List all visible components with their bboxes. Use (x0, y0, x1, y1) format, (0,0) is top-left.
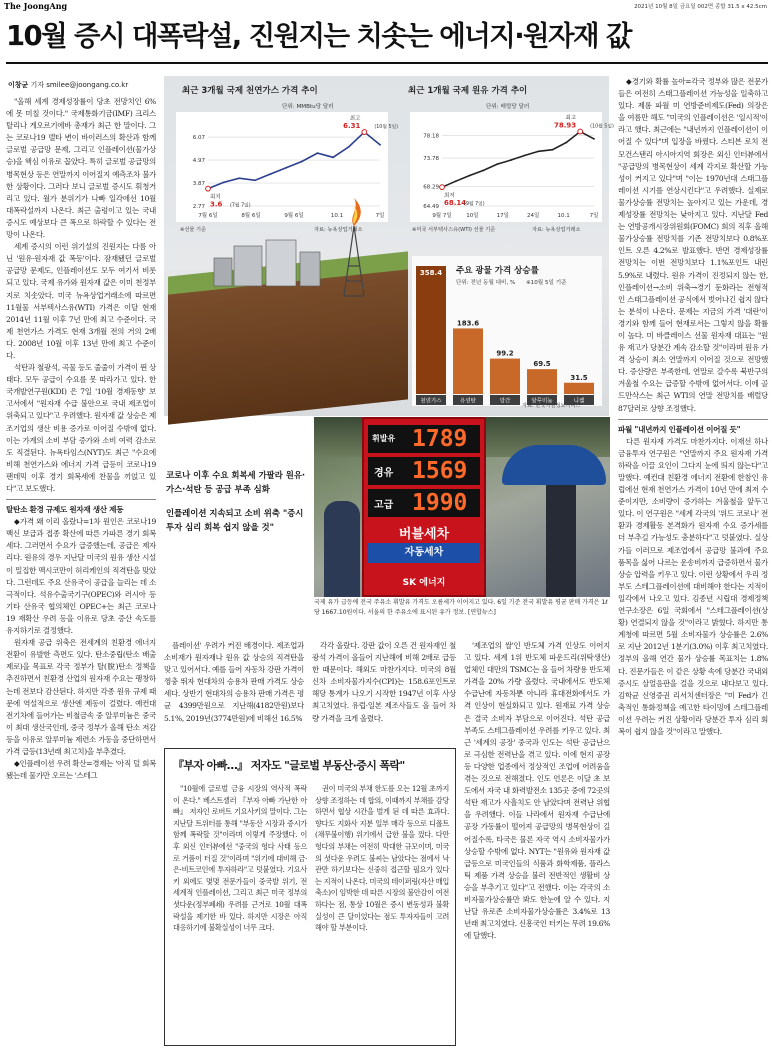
chart2-source2: 자료: 뉴욕상업거래소 (532, 227, 581, 233)
y-tick-label: 3.87 (192, 181, 205, 188)
y-tick-label: 64.49 (423, 204, 439, 210)
x-tick-label: 24일 (527, 213, 540, 219)
price-premium: 1990 (412, 490, 468, 516)
y-tick-label: 68.29 (423, 184, 439, 191)
price-diesel: 1569 (412, 458, 468, 484)
auto-wash-sign: 자동세차 (368, 543, 480, 563)
photo-credit: [연합뉴스] (468, 609, 496, 616)
x-tick-label: 10.1 (330, 213, 344, 219)
data-point (238, 177, 240, 179)
price-row-2 (368, 457, 480, 485)
x-tick-label: 9월 7일 (432, 213, 452, 219)
max-value: 78.93 (554, 121, 577, 130)
bar-value-label: 99.2 (496, 349, 514, 358)
date-line: 2021년 10월 8일 금요일 002면 종합 31.5 x 42.5cm (634, 4, 767, 10)
bar-value-label: 69.5 (533, 360, 551, 369)
paragraph: 다른 원자재 가격도 마찬가지다. 이재선 하나금융투자 연구원은 "연말까지 주요 원자재 가격 하락을 이끌 요인이 그다지 눈에 띄지 않는다"고 말했다. 예컨대 친환경 에너지 전환에 한참인 유럽에선 현재 천연가스 가격이 10년 만에 최저 수준이지만, 소비량이 증가하는 겨울철을 앞두고 있다. 이 연구원은 "세계 각국의 '위드 코로나' 전환과 경제활동 본격화가 원자재 수요 증가세를 더 부추길 가능성도 충분하다"고 덧붙였다. 실상가들 이러므로 제조업에서 공급망 불과에 주요 품목을 싫어 나르는 운송비까지 급증하면서 물가상승 압력을 키우고 있다. 이런 상황에서 우리 정부도 스테그플레이션에 대비해야 한다는 지적이 일각에서 나오고 있다. 김종년 시립대 경제정책연구소장은 6일 국회에서 "스테그플레이션(상황) 연결되지 않을 것"이라고 밝혔다. 하지만 통계청에 따르면 5월 소비자물가 상승률은 2.6%로 지난 2012년 1분기(3.0%) 이후 최고치였다. 정부의 올해 연간 물가 상승률 목표치는 1.8%다. 진문가들은 이 같은 상황 속에 당분간 국내외 증시도 살얼음판을 걸을 것으로 내다보고 있다. 김학균 신영증권 리서치센터장은 "미 Fed가 긴축적인 통화정책을 예고한 타이밍에 스테그플레이션 우려는 커진 상황이라 당분간 투자 심리 회복이 쉽지 않을 것"이라고 말했다. (618, 436, 768, 736)
paragraph: 플레이션' 우려가 커진 배경이다. 제조업과 소비재가 원자재나 원유 값 상승의 직격탄을 맞고 있어서다. 예를 들어 자동차 강판 가격이 껑충 뛰자 현대차의 승용차 판매 가격도 상승세다. 상반기 현대차의 승용차 판매 가격은 평균 4399만원으로 지난해(4182만원)보다 5.1%, 2019년(3774만원)에 비해선 16.5% (164, 641, 304, 723)
fuel-label-gasoline: 휘발유 (372, 434, 396, 443)
x-tick-label: 10일 (466, 213, 479, 219)
subhead: 탈탄소 환경 규제도 원자재 생산 제동 (6, 505, 124, 515)
umbrella (502, 445, 606, 485)
paragraph: "올해 세계 경제성장률이 당초 전망치인 6%에 못 미칠 것이다." 국제통화기금(IMF) 크리스탈리나 게오르기에바 총재가 최근 한 말이다. 그는 코로나19 델타 변이 바이러스의 확산과 함께 글로벌 공급망 문제, 그리고 인플레이션(물가상승)을 핵심 이유로 꼽았다. 특히 글로벌 공급망의 병목현상 등은 연말까지 이어질지 예측조차 불가한 상황이다. 그러다 보니 글로벌 증시도 휘청거리고 있다. 월가 분위기가 나빠 일각에선 10월 대폭락설까지 나온다. 최근 출렁이고 있는 국내 증시도 예상보다 큰 폭으로 하락할 수 있다는 전망이 나온다. (6, 97, 156, 240)
bubble-wash-sign: 버블세차 (398, 527, 450, 542)
min-value: 68.14 (444, 199, 467, 208)
chart1-source: ※선물 기준 (180, 227, 207, 233)
max-marker (362, 130, 367, 135)
chart3-unit: 단위: 전년 동월 대비, % (456, 280, 516, 286)
chart3-note: ※10월 5일 기준 (526, 280, 567, 286)
y-tick-label: 6.07 (192, 135, 205, 142)
max-value: 6.31 (343, 122, 361, 131)
min-label: 최저 (210, 194, 221, 201)
sidebar-column-2 (315, 783, 449, 1041)
x-tick-label: 10.1 (557, 213, 570, 219)
bar-value-label: 358.4 (419, 269, 443, 277)
fuel-label-diesel: 경유 (374, 468, 394, 479)
bar-value-label: 183.6 (456, 319, 480, 328)
paragraph: '제조업의 쌀'인 반도체 가격 인상도 이어지고 있다. 세계 1위 반도체 파운드리(위탁생산) 업체인 대만의 TSMC는 올 들어 차량용 반도체 가격을 20% 가량 올렸다. 국내에서도 반도체 수급난에 자동차뿐 아니라 휴대전화에서도 가격 인상이 현실화되고 있다. 원재료 가격 상승은 결국 소비자 부담으로 이어진다. 석탄 공급 부족도 스테그플레이션 우려를 키우고 있다. 최근 '세계의 공장' 중국과 인도는 석탄 공급난으로 극심한 전력난을 겪고 있다. 이에 현지 공장 등 다양한 업종에서 정상적인 조업에 어려움을 겪는 것으로 전해졌다. 인도 언론은 이달 초 보도에서 자국 내 화력발전소 135곳 중에 72곳의 석탄 재고가 사흘치도 안 남았다며 전력난 위협을 우려했다. 이들 나라에서 원자재 수급난에 공장 가동률이 떨어져 공급망의 병목현상이 길어질수록, 타국은 물론 자국 역시 소비자물가가 상승할 수밖에 없다. NYT는 "원유와 원자재 값 급등으로 미국인들의 식품과 화학제품, 플라스틱 제품 가격 상승을 불러 전반적인 생활비 상승을 부추기고 있다"고 전했다. 이는 각국의 소비자물가상승률만 봐도 한눈에 알 수 있다. 지난달 유로존 소비자물가상승률은 3.4%로 13년래 최고치였다. 신흥국인 터키는 무려 19.6%에 달했다. (464, 641, 610, 941)
paragraph: ◆경기와 확률 높아=각국 정부와 많은 전문가들은 여전히 스태그플레이션 가능성을 일축하고 있다. 제롬 파월 미 연방준비제도(Fed) 의장은 을 여름만 해도 "미국의 인플레이션은 '일시적'이라고 했다. 최근에는 "내년까지 인플레이션이 이어질 수 있다"며 입장을 바꿨다. 스티븐 로치 전 모건스탠리 아시아지역 회장은 외신 인터뷰에서 "공급망의 병목현상이 세계 각지로 확산할 가능성이 커지고 있다"며 "이는 1970년대 스태그플레이션 시기를 연상시킨다"고 우려했다. 실제로 물가상승률 전망치는 높아지고 있는 가운데, 경제성장률 전망치는 낮아지고 있다. 지난달 Fed는 연방공개시장위원회(FOMC) 회의 직후 올해 물가상승률 전망치를 기존 전망치보다 0.8%포인트 오른 4.2%로 발표했다. 반면 경제성장률 전망치는 이번 전망치보다 1.1%포인트 내린 5.9%로 내렸다. 원유 가격이 진정되지 않는 한, 인플레이션→소비 위축→경기 둔화라는 전형적인 스태그플레이션 공식에서 벗어나긴 쉽지 않다는 분석이 나온다. 문제는 지금의 가격 '대란'이 경기와 함께 들어 현재로서는 그렇지 않을 확률이 높다. 미 바클레이스 선물 원자재 대표는 "원유 재고가 당분간 계속 감소할 것"이라며 원유 가격 상승이 최소 연말까지 이어질 것으로 전망했다. 증산량은 부족한데, 연말로 갈수록 북반구의 겨울철 수요는 급증할 수밖에 없어서다. 이에 골드만삭스는 최근 WTI의 연말 전망치를 배럴당 87달러로 상향 조정했다. (618, 77, 768, 413)
byline-name: 이창균 (8, 81, 29, 89)
data-point (565, 142, 567, 144)
chart2-title: 최근 1개월 국제 원유 가격 추이 (408, 86, 528, 96)
headline: 10월 증시 대폭락설, 진원지는 치솟는 에너지·원자재 값 (6, 20, 631, 52)
x-tick-label: 7일 (589, 213, 599, 219)
bar (490, 359, 520, 394)
subhead: 파월 "내년까지 인플레이션 이어질 듯" (618, 424, 741, 434)
x-tick-label: 7월 6일 (198, 213, 218, 219)
person-silhouette (324, 501, 360, 597)
data-point (332, 156, 334, 158)
x-tick-label: 8월 6일 (241, 213, 261, 219)
category-label: 알루미늄 (531, 398, 553, 405)
series-line (208, 132, 380, 189)
gas-station-photo (314, 417, 610, 597)
photo-caption (314, 598, 610, 618)
max-label: 최고 (565, 115, 577, 122)
chart1-unit: 단위: MMBtu당 달러 (282, 104, 334, 110)
data-point (483, 169, 485, 171)
brand-logo: SK 에너지 (402, 578, 446, 588)
data-point (254, 179, 256, 181)
divider (618, 419, 768, 420)
chart3-source: 자료: 한국자원정보서비스 (522, 403, 581, 409)
data-point (496, 163, 498, 165)
y-tick-label: 78.18 (423, 133, 439, 140)
data-point (538, 150, 540, 152)
data-point (223, 181, 225, 183)
series-line (442, 132, 594, 188)
paragraph: 석탄과 철광석, 곡물 등도 줄줄이 가격이 뛴 상태다. 모두 공급이 수요를 못 따라가고 있다. 한국개발연구원(KDI) 은 7일 '10월 경제동향' 보고서에서 "원자재 수급 불안으로 국내 제조업이 위축되고 있다"고 우려했다. 원자재 값 상승은 제조기업의 생산 비용 증가로 이어질 수밖에 없다. 이는 가계의 소비 부담 증가와 소비 여력 감소로도 직결된다. 뉴욕타임스(NYT)도 최근 "수요에 비해 천연가스와 에너지 가격 급등이 코로나19 팬데믹 이후 경기 회복세에 찬물을 끼얹고 있다"고 보도했다. (6, 363, 156, 493)
infographic (164, 76, 614, 416)
chart2-plot (410, 112, 614, 222)
data-point (270, 173, 272, 175)
headline-rule (6, 62, 768, 64)
article-column-3 (312, 640, 456, 744)
max-date: (10월 5일) (590, 124, 614, 130)
data-point (469, 175, 471, 177)
fuel-label-premium: 고급 (374, 500, 394, 511)
bar (564, 383, 594, 394)
x-tick-label: 7일 (375, 213, 385, 219)
paragraph: 세계 증시의 이런 위기설의 진원지는 다름 아닌 '원유·원자재 값 폭등'이다. 잠재됐던 글로벌 공급망 문제도, 인플레이션도 모두 여기서 비롯되고 있다. 국제 유가와 원자재 값은 이미 천정부지로 치솟았다. 미국 뉴욕상업거래소에 따르면 11월물 서부텍사스유(WTI) 가격은 이달 현재 2014년 11월 이후 7년 만에 최고 수준이다. 국제 천연가스 가격도 현재 3개월 전의 거의 2배다. 2008년 10월 이후 13년 만에 최고 수준이다. (6, 242, 156, 360)
data-point (348, 146, 350, 148)
paragraph: 권이 미국의 부채 한도를 오는 12월 초까지 상향 조정하는 데 합의, 이때까지 부채를 감당하면서 협상 시간을 벌게 된 데 따른 효과다. 향다도 지화사 지분 일부 매각 등으로 디폴트(채무불이행) 위기에서 급한 불을 껐다. 다만 헝다의 부채는 여전히 막대한 규모이며, 미국의 셧다운 우려도 불씨는 남았다는 점에서 낙관만 하기보다는 신중히 접근할 필요가 있다는 지적이 나온다. 미국의 테이퍼링(자산 매입 축소)이 임박한 데 따른 시장의 불안감이 여전하다는 점, 통상 10월은 증시 변동성과 불확실성이 큰 달이었다는 점도 투자자들이 고려해야 할 부분이다. (315, 784, 449, 933)
paragraph: "10월에 글로벌 금융 시장의 역사적 폭락이 온다." 베스트셀러 『부자 아빠 가난한 아빠』 저자인 로버트 기요사키의 말이다. 그는 지난달 트위터를 통해 "부동산 시장과 증시가 함께 폭락할 것"이라며 이렇게 주장했다. 이후 외신 인터뷰에선 "중국의 헝다 사태 등으로 거품이 터질 것"이라며 "위기에 대비해 금·은·비트코인에 투자하라"고 덧붙였다. 기요사키 외에도 몇몇 전문가들이 중국발 위기, 전 세계적 인플레이션, 그리고 최근 미국 정부의 셧다운(정부폐쇄) 우려를 근거로 10월 대폭락설을 제기한 바 있다. 하지만 시장은 아직 대응하기에 불확실성이 너무 크다. (173, 784, 307, 933)
paragraph: 각각 올랐다. 강판 값이 오른 건 원자재인 철광석 가격이 올들어 지난해에 비해 2배로 급등한 때문이다. 해외도 마찬가지다. 미국의 8월 신차 소비자물가지수(CPI)는 158.6포인트로 해당 통계가 나오기 시작한 1947년 이후 사상 최고치였다. 유럽·일본 제조사들도 올 들어 차량 가격을 크게 올렸다. (312, 641, 456, 723)
x-tick-label: 17일 (496, 213, 509, 219)
masthead-logo: The JoongAng (4, 1, 68, 11)
max-marker (578, 129, 583, 134)
x-tick-label: 9월 6일 (284, 213, 304, 219)
pullquote-1: 코로나 이후 수요 회복세 가팔라 원유·가스·석탄 등 공급 부족 심화 (166, 470, 306, 494)
y-tick-label: 4.97 (192, 158, 205, 165)
person-with-umbrella (546, 485, 576, 597)
pullquote (166, 468, 311, 544)
price-row-1 (368, 425, 480, 453)
bar (527, 369, 557, 394)
byline (8, 80, 128, 90)
sidebar-title: 『부자 아빠…』 저자도 "글로벌 부동산·증시 폭락" (173, 759, 405, 772)
data-point (301, 161, 303, 163)
sidebar-box (164, 748, 456, 1046)
min-value: 3.6 (210, 200, 223, 209)
photo-caption-text: 국제 유가 급등에 전국 주유소 휘발유 가격도 오름세가 이어지고 있다. 6일 기준 전국 휘발유 평균 판매 가격은 1ℓ당 1667.10원이다. 서울의 한 주유소에 표시된 유가 정보. (314, 599, 608, 616)
bar (416, 266, 446, 394)
byline-email: 기자 smilee@joongang.co.kr (30, 81, 129, 89)
article-column-1 (6, 96, 156, 1046)
data-point (524, 155, 526, 157)
category-label: 유연탄 (460, 398, 476, 405)
chart2-unit: 단위: 배럴당 달러 (486, 104, 530, 110)
gas-plant-illustration (194, 196, 394, 306)
y-tick-label: 2.77 (192, 204, 205, 210)
min-date: (7월 7일) (230, 203, 251, 209)
price-sign (362, 417, 486, 597)
chart1-title: 최근 3개월 국제 천연가스 가격 추이 (182, 86, 318, 96)
price-row-3 (368, 489, 480, 517)
article-column-2 (164, 640, 304, 744)
paragraph: ◆가격 왜 이리 올랐나=1차 원인은 코로나19 백신 보급과 접종 확산에 따른 가파른 경기 회복세다. 그러면서 수요가 급증했는데, 공급은 제자리다. 원유의 경우 지난달 미국의 원유 생산 시설이 밀집한 멕시코만이 허리케인의 직격탄을 맞았다. 그런데도 주요 산유국이 공급을 늘리는 데 소극적이다. 석유수출국기구(OPEC)와 러시아 등 기타 산유국 협의체인 OPEC+는 최근 코로나19 재확산 우려 등을 이유로 당초 증산 속도를 유지하기로 결정했다. (6, 517, 156, 636)
category-label: 천연가스 (420, 398, 442, 405)
divider (6, 499, 156, 500)
data-point (552, 149, 554, 151)
paragraph: ◆인플레이션 우려 확산=경제는 '아직 덜 회복됐는데 물가만 오르는 '스테그 (6, 759, 156, 781)
pullquote-2: 인플레이션 지속되고 소비 위축 "증시 투자 심리 회복 쉽지 않을 것" (166, 508, 304, 532)
min-label: 최저 (444, 193, 455, 200)
max-date: (10월 5일) (374, 125, 399, 131)
chart1-source2: 자료: 뉴욕상업거래소 (314, 227, 363, 233)
y-tick-label: 73.78 (423, 156, 439, 163)
price-gasoline: 1789 (412, 426, 468, 452)
category-label: 니켈 (573, 398, 585, 405)
max-label: 최고 (349, 116, 361, 123)
chart3-title: 주요 광물 가격 상승률 (456, 266, 539, 276)
data-point (379, 144, 381, 146)
bar (453, 328, 483, 394)
chart2-svg (410, 112, 614, 222)
article-column-5 (618, 76, 768, 1046)
data-point (455, 180, 457, 182)
category-label: 망간 (499, 398, 511, 405)
data-point (317, 152, 319, 154)
data-point (510, 159, 512, 161)
data-point (593, 138, 595, 140)
sidebar-column-1 (173, 783, 307, 1041)
article-column-4 (464, 640, 610, 1046)
min-marker (206, 186, 211, 191)
data-point (285, 167, 287, 169)
top-strip (0, 0, 773, 11)
min-date: (9월 7일) (464, 202, 485, 208)
bar-value-label: 31.5 (570, 373, 588, 382)
min-marker (440, 185, 445, 190)
chart2-source: ※미국 서부텍사스유(WTI) 선물 기준 (412, 227, 496, 233)
paragraph: 원자재 공급 위축은 전세계의 친환경 에너지 전환이 유발한 측면도 있다. 탄소중립(탄소 배출 제로)을 목표로 각국 정부가 탈(脫)탄소 정책을 추진하면서 친환경 산업의 원자재 수요는 팽창하는데 전보다 감산된다. 하지만 각종 원유 규제 때문에 역설적으로 생산엔 제동이 걸렸다. 예컨대 전기차에 들어가는 비철금속 중 알루미늄은 중국이 최대 생산국인데, 중국 정부가 올해 탄소 저감 등을 이유로 알루미늄 제련소 가동을 중단하면서 가격 급등(13년래 최고치)을 부추겼다. (6, 638, 156, 756)
